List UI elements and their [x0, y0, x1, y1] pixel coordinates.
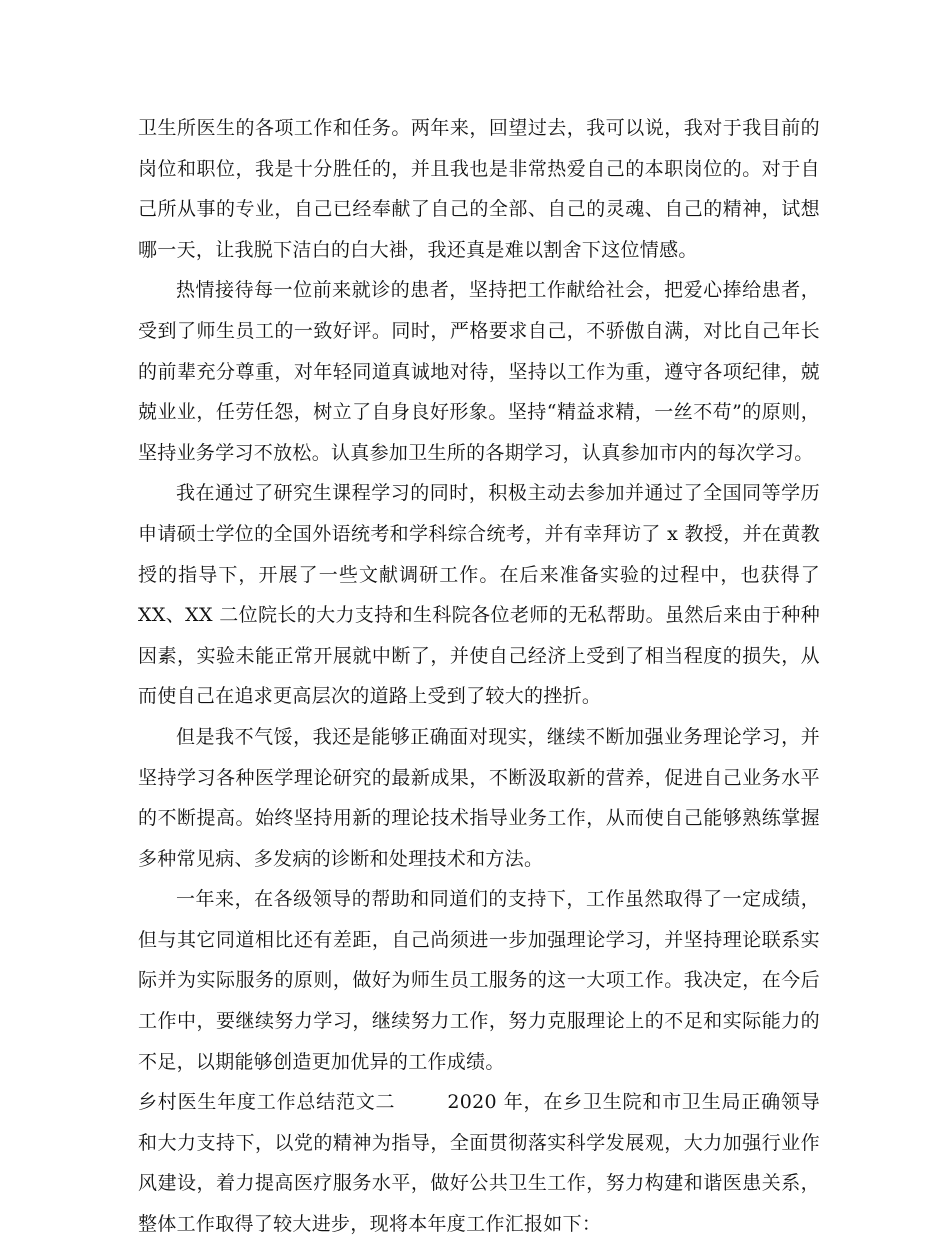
paragraph-6 — [138, 1082, 820, 1244]
paragraph-3: 我在通过了研究生课程学习的同时，积极主动去参加并通过了全国同等学历申请硕士学位的全国外语统考和学科综合统考，并有幸拜访了 x 教授，并在黄教授的指导下，开展了一些文献调研工作。在后来准备实验的过程中，也获得了 XX、XX 二位院长的大力支持和生科院各位老师的无私帮助。虽然后来由于种种因素，实验未能正常开展就中断了，并使自己经济上受到了相当程度的损失，从而使自己在追求更高层次的道路上受到了较大的挫折。 — [138, 482, 820, 708]
document-body — [138, 108, 820, 1245]
paragraph-2: 热情接待每一位前来就诊的患者，坚持把工作献给社会，把爱心捧给患者，受到了师生员工的一致好评。同时，严格要求自己，不骄傲自满，对比自己年长的前辈充分尊重，对年轻同道真诚地对待，坚持以工作为重，遵守各项纪律，兢兢业业，任劳任怨，树立了自身良好形象。坚持“精益求精，一丝不苟”的原则，坚持业务学习不放松。认真参加卫生所的各期学习，认真参加市内的每次学习。 — [138, 279, 820, 464]
paragraph-4: 但是我不气馁，我还是能够正确面对现实，继续不断加强业务理论学习，并坚持学习各种医学理论研究的最新成果，不断汲取新的营养，促进自己业务水平的不断提高。始终坚持用新的理论技术指导业务工作，从而使自己能够熟练掌握多种常见病、多发病的诊断和处理技术和方法。 — [138, 725, 820, 870]
paragraph-5: 一年来，在各级领导的帮助和同道们的支持下，工作虽然取得了一定成绩，但与其它同道相比还有差距，自己尚须进一步加强理论学习，并坚持理论联系实际并为实际服务的原则，做好为师生员工服务的这一大项工作。我决定，在今后工作中，要继续努力学习，继续努力工作，努力克服理论上的不足和实际能力的不足，以期能够创造更加优异的工作成绩。 — [138, 888, 820, 1073]
paragraph-6-text: 2020 年，在乡卫生院和市卫生局正确领导和大力支持下，以党的精神为指导，全面贯彻落实科学发展观，大力加强行业作风建设，着力提高医疗服务水平，做好公共卫生工作，努力构建和谐医患关系，整体工作取得了较大进步，现将本年度工作汇报如下： — [138, 1091, 820, 1236]
paragraph-1: 卫生所医生的各项工作和任务。两年来，回望过去，我可以说，我对于我目前的岗位和职位，我是十分胜任的，并且我也是非常热爱自己的本职岗位的。对于自己所从事的专业，自己已经奉献了自己的全部、自己的灵魂、自己的精神，试想哪一天，让我脱下洁白的白大褂，我还真是难以割舍下这位情感。 — [138, 117, 820, 261]
section-heading: 乡村医生年度工作总结范文二 — [138, 1091, 396, 1114]
